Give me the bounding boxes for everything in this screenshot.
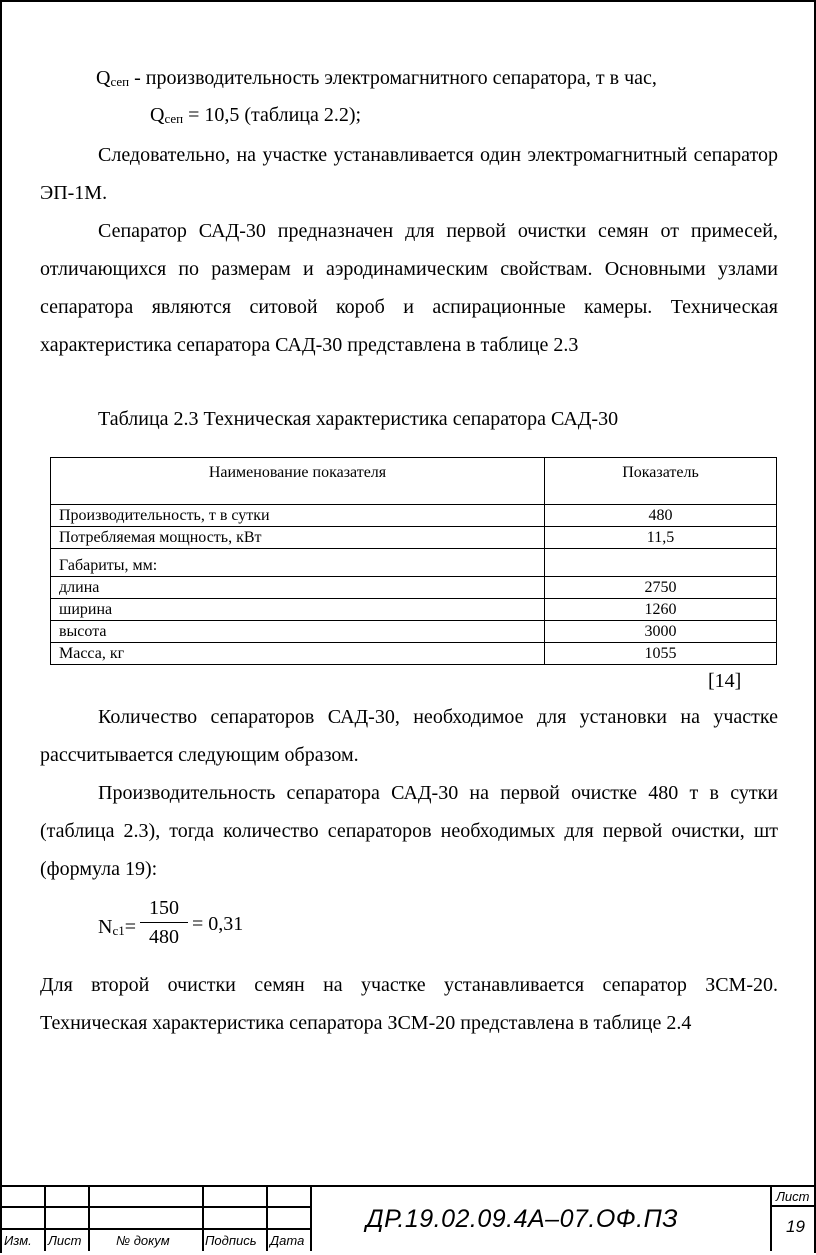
table-cell-value: 2750 [545,577,777,599]
fraction-bar [140,922,188,923]
formula-result: = 0,31 [192,913,244,935]
paragraph-4: Производительность сепаратора САД-30 на первой очистке 480 т в сутки (таблица 2.3), тогда количество сепараторов необходимых для первой очистки, шт (формула 19): [40,782,778,880]
table-cell-name: ширина [51,599,545,621]
table-row [51,599,777,621]
stamp-label-izm: Изм. [4,1233,32,1248]
table-reference: [14] [708,670,742,692]
sheet-label: Лист [776,1189,810,1204]
formula-fraction [140,896,188,949]
table-cell-name: Потребляемая мощность, кВт [51,527,545,549]
title-block [0,1185,816,1255]
table-cell-value [545,549,777,577]
table-cell-value: 3000 [545,621,777,643]
table-row [51,621,777,643]
table-cell-name: длина [51,577,545,599]
formula-lhs: $N_{с1}=$ [98,916,137,938]
table-row [51,643,777,665]
document-code: ДР.19.02.09.4А–07.ОФ.ПЗ [366,1205,679,1233]
table-cell-value: 1260 [545,599,777,621]
table-cell-name: Производительность, т в сутки [51,505,545,527]
paragraph-5: Для второй очистки семян на участке устанавливается сепаратор ЗСМ-20. Техническая характеристика сепаратора ЗСМ-20 представлена в таблице 2.4 [40,974,778,1034]
spec-table [50,457,777,665]
table-cell-name: Масса, кг [51,643,545,665]
table-cell-name: высота [51,621,545,643]
qsep-value: $Q_{сеп} = 10,5$ (таблица 2.2); [150,104,362,126]
sheet-number: 19 [786,1217,805,1236]
paragraph-3: Количество сепараторов САД-30, необходимое для установки на участке рассчитывается следующим образом. [40,706,778,766]
table-header-value: Показатель [545,458,777,505]
table-cell-value: 1055 [545,643,777,665]
table-cell-value: 480 [545,505,777,527]
table-row [51,577,777,599]
stamp-label-list: Лист [48,1233,82,1248]
table-row [51,527,777,549]
paragraph-1: Следовательно, на участке устанавливается один электромагнитный сепаратор ЭП-1М. [40,144,778,204]
table-header-row [51,458,777,505]
table-header-name: Наименование показателя [51,458,545,505]
formula-numerator: 150 [149,897,179,919]
table-row [51,549,777,577]
table-cell-name: Габариты, мм: [51,549,545,577]
table-cell-value: 11,5 [545,527,777,549]
table-row [51,505,777,527]
stamp-label-sign: Подпись [205,1233,257,1248]
table-caption: Таблица 2.3 Техническая характеристика сепаратора САД-30 [98,408,619,430]
qsep-definition: $Q_{сеп}$ - производительность электромагнитного сепаратора, т в час, [96,67,657,89]
paragraph-2: Сепаратор САД-30 предназначен для первой очистки семян от примесей, отличающихся по размерам и аэродинамическим свойствам. Основными узлами сепаратора являются ситовой короб и аспирационные камеры. Техническая характеристика сепаратора САД-30 представлена в таблице 2.3 [40,220,778,356]
formula-denominator: 480 [149,926,179,948]
stamp-label-date: Дата [270,1233,305,1248]
stamp-label-doc: № докум [116,1233,170,1248]
